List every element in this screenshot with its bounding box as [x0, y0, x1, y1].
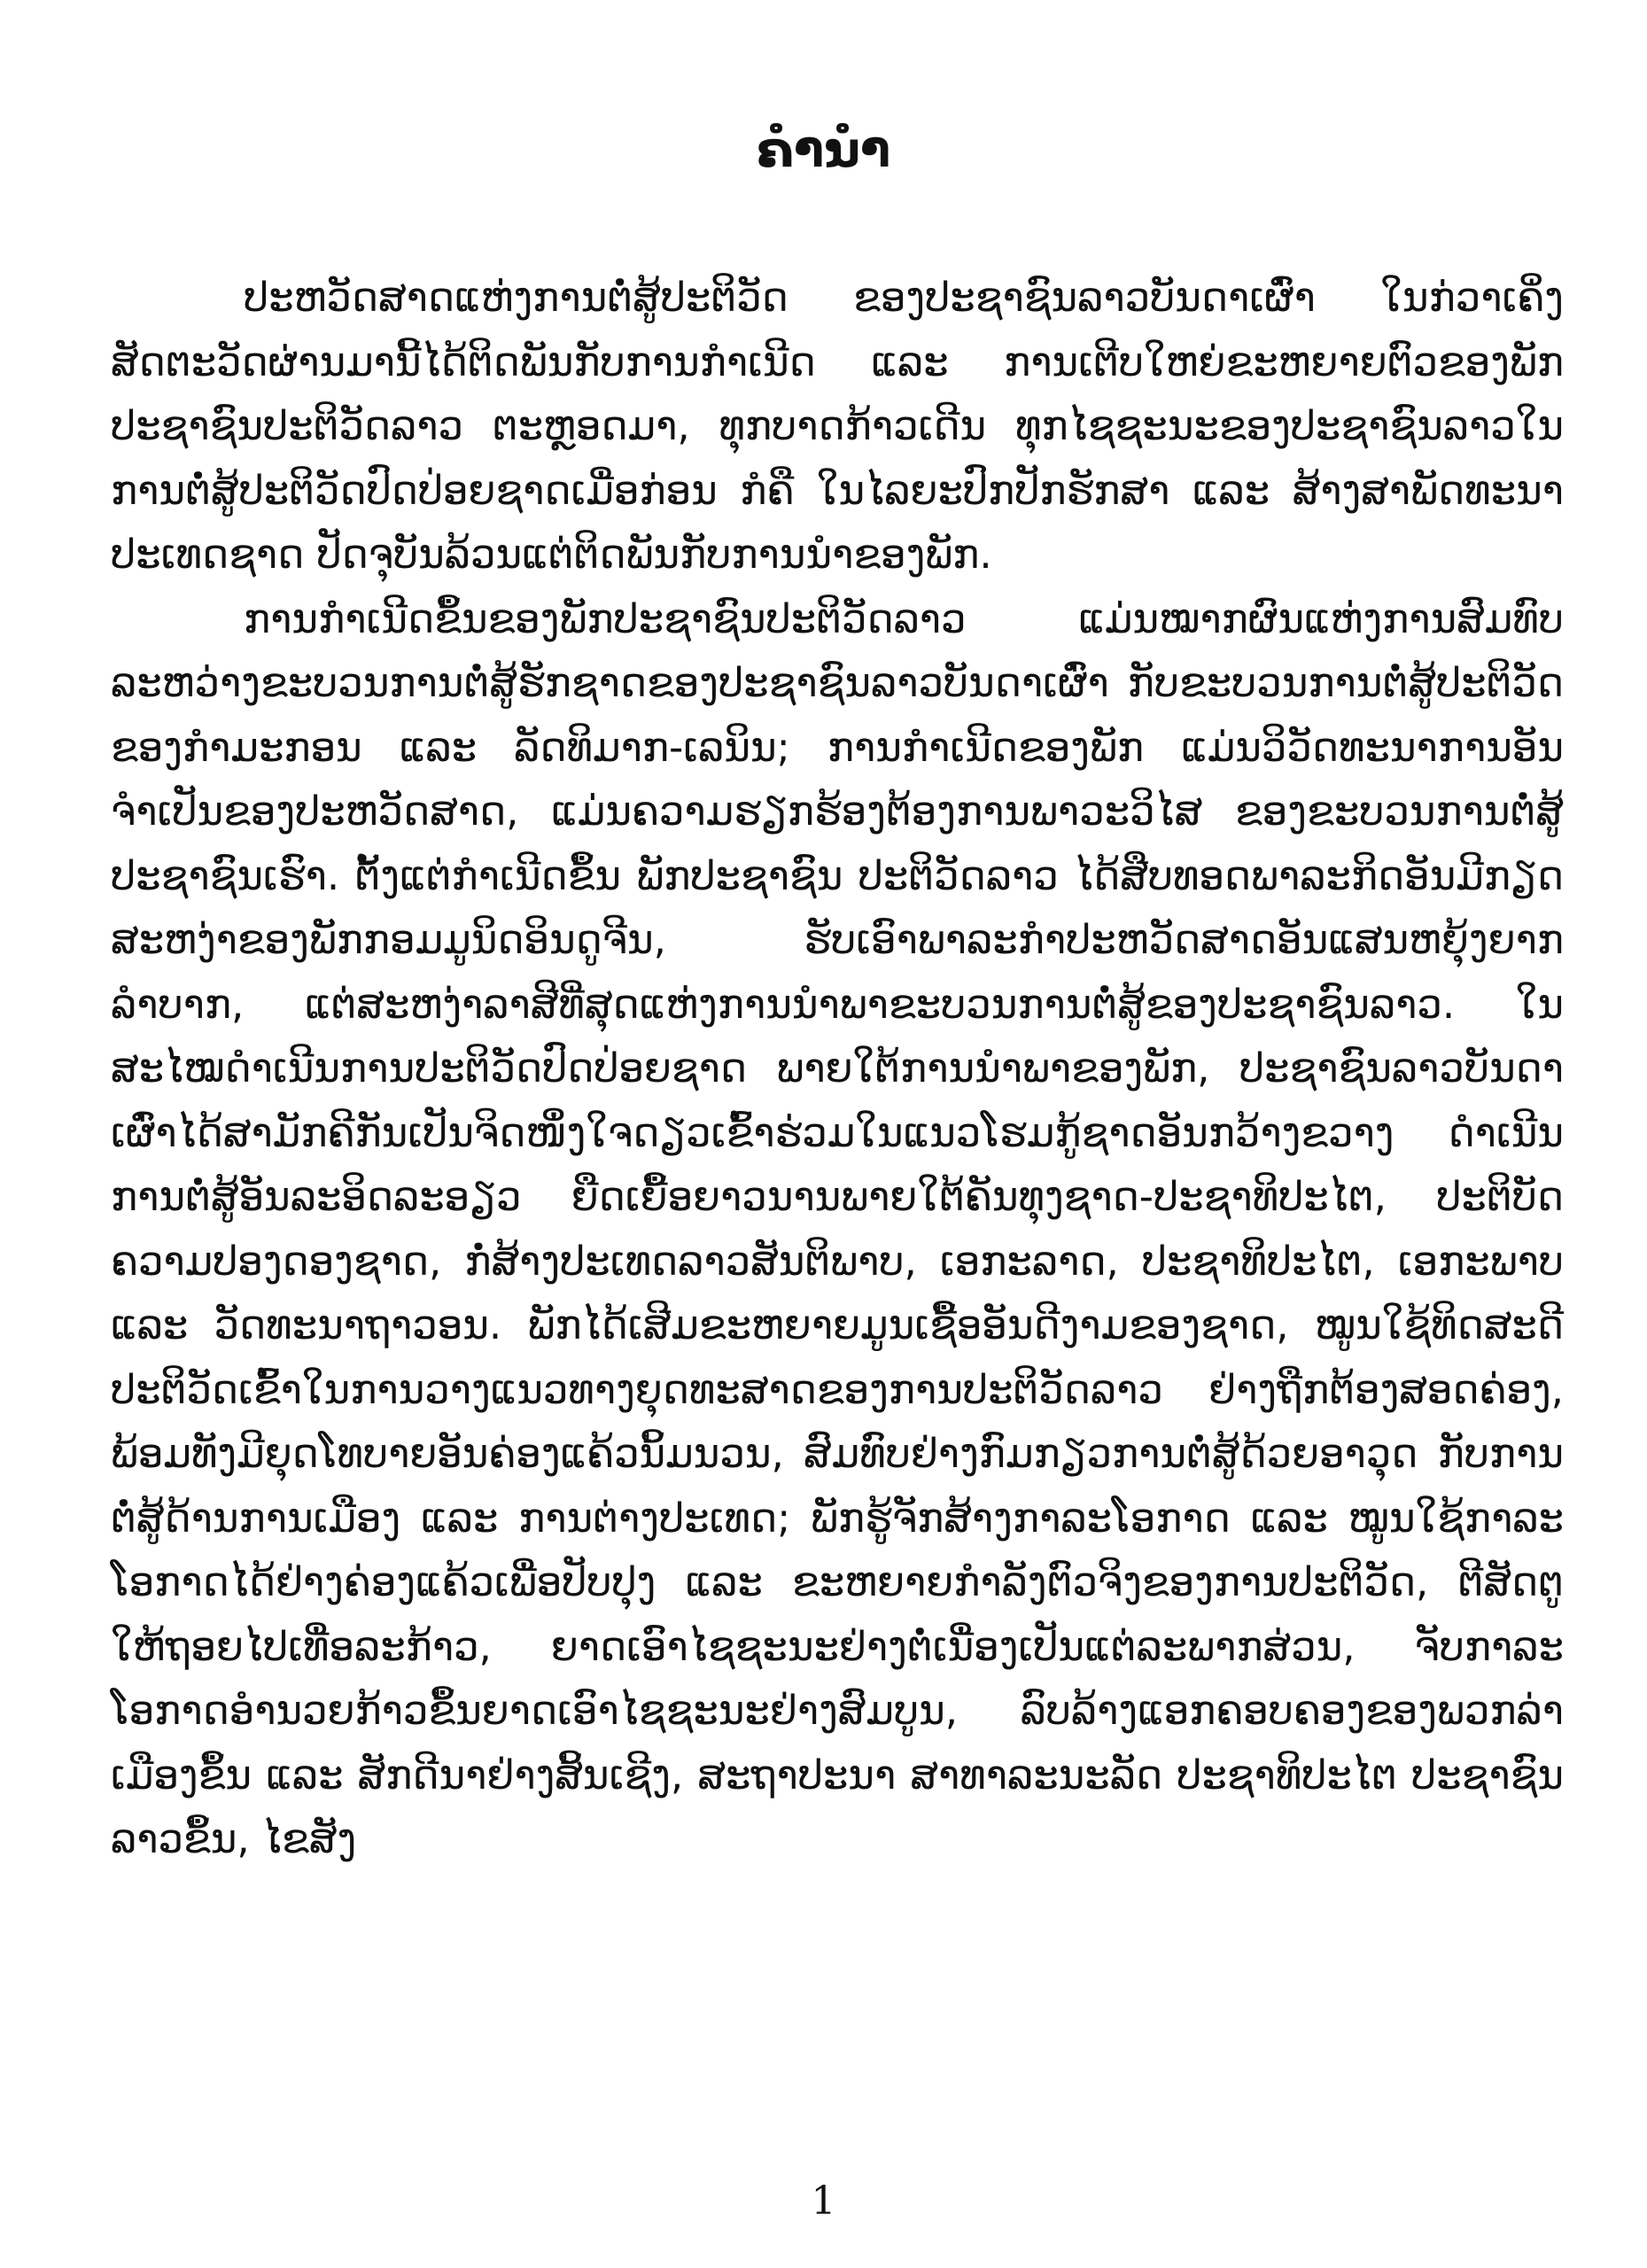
page-number: 1	[811, 2179, 836, 2224]
paragraph-1: ປະຫວັດສາດແຫ່ງການຕໍ່ສູ້ປະຕິວັດ ຂອງປະຊາຊົນລາວບັນດາເຜົ່າ ໃນກ່ວາເຄິ່ງສັດຕະວັດຜ່ານມານີ້ໄດ້ຕິດພັນກັບການກຳເນີດ ແລະ ການເຕີບໃຫຍ່ຂະຫຍາຍຕົວຂອງພັກປະຊາຊົນປະຕິວັດລາວ ຕະຫຼອດມາ, ທຸກບາດກ້າວເດີນ ທຸກໄຊຊະນະຂອງປະຊາຊົນລາວໃນການຕໍ່ສູ້ປະຕິວັດປົດປ່ອຍຊາດເມື່ອກ່ອນ ກໍຄື ໃນໄລຍະປົກປັກຮັກສາ ແລະ ສ້າງສາພັດທະນາປະເທດຊາດ ປັດຈຸບັນລ້ວນແຕ່ຕິດພັນກັບການນຳຂອງພັກ.	[111, 274, 1564, 578]
paragraph-2: ການກຳເນີດຂຶ້ນຂອງພັກປະຊາຊົນປະຕິວັດລາວ ແມ່ນໝາກຜົນແຫ່ງການສົມທົບລະຫວ່າງຂະບວນການຕໍ່ສູ້ຮັກຊາດຂອງປະຊາຊົນລາວບັນດາເຜົ່າ ກັບຂະບວນການຕໍ່ສູ້ປະຕິວັດຂອງກຳມະກອນ ແລະ ລັດທິມາກ-ເລນິນ; ການກຳເນີດຂອງພັກ ແມ່ນວິວັດທະນາການອັນຈຳເປັນຂອງປະຫວັດສາດ, ແມ່ນຄວາມຮຽກຮ້ອງຕ້ອງການພາວະວິໄສ ຂອງຂະບວນການຕໍ່ສູ້ປະຊາຊົນເຮົາ. ຕັ້ງແຕ່ກຳເນີດຂຶ້ນ ພັກປະຊາຊົນ ປະຕິວັດລາວ ໄດ້ສືບທອດພາລະກິດອັນມີກຽດສະຫງ່າຂອງພັກກອມມູນິດອິນດູຈີນ, ຮັບເອົາພາລະກຳປະຫວັດສາດອັນແສນຫຍຸ້ງຍາກລຳບາກ, ແຕ່ສະຫງ່າລາສີທີ່ສຸດແຫ່ງການນຳພາຂະບວນການຕໍ່ສູ້ຂອງປະຊາຊົນລາວ. ໃນສະໄໝດຳເນີນການປະຕິວັດປົດປ່ອຍຊາດ ພາຍໃຕ້ການນຳພາຂອງພັກ, ປະຊາຊົນລາວບັນດາເຜົ່າໄດ້ສາມັກຄີກັນເປັນຈິດໜຶ່ງໃຈດຽວເຂົ້າຮ່ວມໃນແນວໂຮມກູ້ຊາດອັນກວ້າງຂວາງ ດຳເນີນການຕໍ່ສູ້ອັນລະອິດລະອຽວ ຍືດເຍື້ອຍາວນານພາຍໃຕ້ຄັນທຸງຊາດ-ປະຊາທິປະໄຕ, ປະຕິບັດຄວາມປອງດອງຊາດ, ກໍ່ສ້າງປະເທດລາວສັນຕິພາບ, ເອກະລາດ, ປະຊາທິປະໄຕ, ເອກະພາບ ແລະ ວັດທະນາຖາວອນ. ພັກໄດ້ເສີມຂະຫຍາຍມູນເຊື້ອອັນດີງາມຂອງຊາດ, ໝູນໃຊ້ທິດສະດີປະຕິວັດເຂົ້າໃນການວາງແນວທາງຍຸດທະສາດຂອງການປະຕິວັດລາວ ຢ່າງຖືກຕ້ອງສອດຄ່ອງ, ພ້ອມທັງມີຍຸດໂທບາຍອັນຄ່ອງແຄ້ວນິ້ມນວນ, ສົມທົບຢ່າງກົມກຽວການຕໍ່ສູ້ດ້ວຍອາວຸດ ກັບການຕໍ່ສູ້ດ້ານການເມືອງ ແລະ ການຕ່າງປະເທດ; ພັກຮູ້ຈັກສ້າງກາລະໂອກາດ ແລະ ໝູນໃຊ້ກາລະໂອກາດໄດ້ຢ່າງຄ່ອງແຄ້ວເພື່ອປັບປຸງ ແລະ ຂະຫຍາຍກຳລັງຕົວຈິງຂອງການປະຕິວັດ, ຕີສັດຕູໃຫ້ຖອຍໄປເທື່ອລະກ້າວ, ຍາດເອົາໄຊຊະນະຢ່າງຕໍ່ເນື່ອງເປັນແຕ່ລະພາກສ່ວນ, ຈັບກາລະໂອກາດອຳນວຍກ້າວຂຶ້ນຍາດເອົາໄຊຊະນະຢ່າງສົມບູນ, ລົບລ້າງແອກຄອບຄອງຂອງພວກລ່າເມືອງຂຶ້ນ ແລະ ສັກດີນາຢ່າງສິ້ນເຊີງ, ສະຖາປະນາ ສາທາລະນະລັດ ປະຊາທິປະໄຕ ປະຊາຊົນລາວຂຶ້ນ, ໄຂສັງ	[111, 594, 1564, 1862]
page-title: ຄຳນຳ	[756, 121, 891, 179]
body-text	[111, 266, 1564, 1872]
